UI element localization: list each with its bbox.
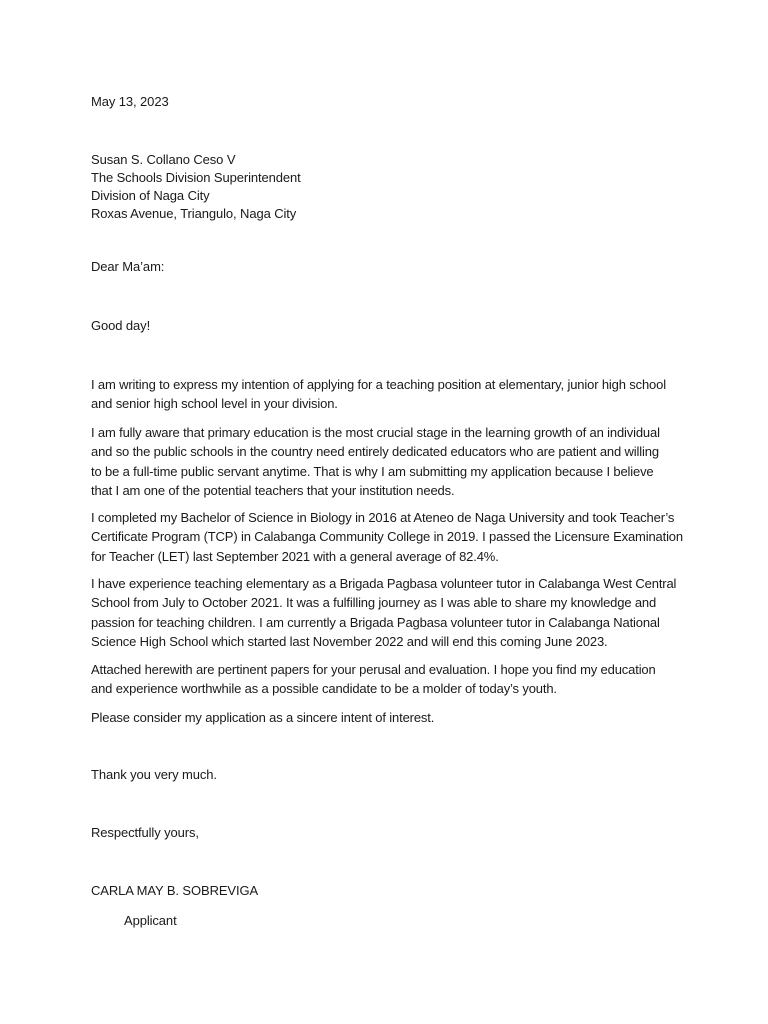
paragraph-line: Attached herewith are pertinent papers for your perusal and evaluation. I hope you find my education xyxy=(91,662,656,677)
paragraph-line: and senior high school level in your division. xyxy=(91,396,338,412)
thanks-line: Thank you very much. xyxy=(91,767,217,782)
recipient-title: The Schools Division Superintendent xyxy=(91,170,301,185)
paragraph-line: Certificate Program (TCP) in Calabanga Community College in 2019. I passed the Licensure Examination xyxy=(91,529,683,545)
letter-date: May 13, 2023 xyxy=(91,94,169,109)
paragraph-line: to be a full-time public servant anytime. That is why I am submitting my application because I believe xyxy=(91,463,654,479)
paragraph-education xyxy=(91,508,681,566)
paragraph-line: for Teacher (LET) last September 2021 with a general average of 82.4%. xyxy=(91,548,499,564)
recipient-name: Susan S. Collano Ceso V xyxy=(91,152,236,167)
paragraph-intent xyxy=(91,375,681,414)
recipient-block xyxy=(91,151,301,223)
salutation: Dear Ma’am: xyxy=(91,259,165,274)
paragraph-experience xyxy=(91,574,681,651)
paragraph-line: and so the public schools in the country need entirely dedicated educators who are patient and willing xyxy=(91,444,659,460)
paragraph-line: I am fully aware that primary education is the most crucial stage in the learning growth of an individual xyxy=(91,425,660,440)
paragraph-line: School from July to October 2021. It was a fulfilling journey as I was able to share my knowledge and xyxy=(91,595,657,611)
paragraph-line: Please consider my application as a sincere intent of interest. xyxy=(91,710,435,725)
paragraph-line: passion for teaching children. I am currently a Brigada Pagbasa volunteer tutor in Calabanga National xyxy=(91,614,660,630)
paragraph-line: that I am one of the potential teachers that your institution needs. xyxy=(91,482,455,498)
greeting: Good day! xyxy=(91,318,151,333)
paragraph-line: I completed my Bachelor of Science in Biology in 2016 at Ateneo de Naga University and took Teacher’s xyxy=(91,510,675,525)
recipient-address: Roxas Avenue, Triangulo, Naga City xyxy=(91,206,297,221)
paragraph-motivation xyxy=(91,423,681,500)
paragraph-line: I have experience teaching elementary as a Brigada Pagbasa volunteer tutor in Calabanga West Central xyxy=(91,576,677,591)
signatory-name: CARLA MAY B. SOBREVIGA xyxy=(91,883,259,898)
paragraph-line: Science High School which started last November 2022 and will end this coming June 2023. xyxy=(91,633,608,649)
signatory-role: Applicant xyxy=(124,913,177,928)
recipient-office: Division of Naga City xyxy=(91,188,210,203)
paragraph-line: I am writing to express my intention of applying for a teaching position at elementary, junior high school xyxy=(91,377,666,392)
paragraph-attachments xyxy=(91,660,681,699)
closing-line: Respectfully yours, xyxy=(91,825,199,840)
paragraph-line: and experience worthwhile as a possible candidate to be a molder of today’s youth. xyxy=(91,681,557,697)
paragraph-request xyxy=(91,708,681,727)
